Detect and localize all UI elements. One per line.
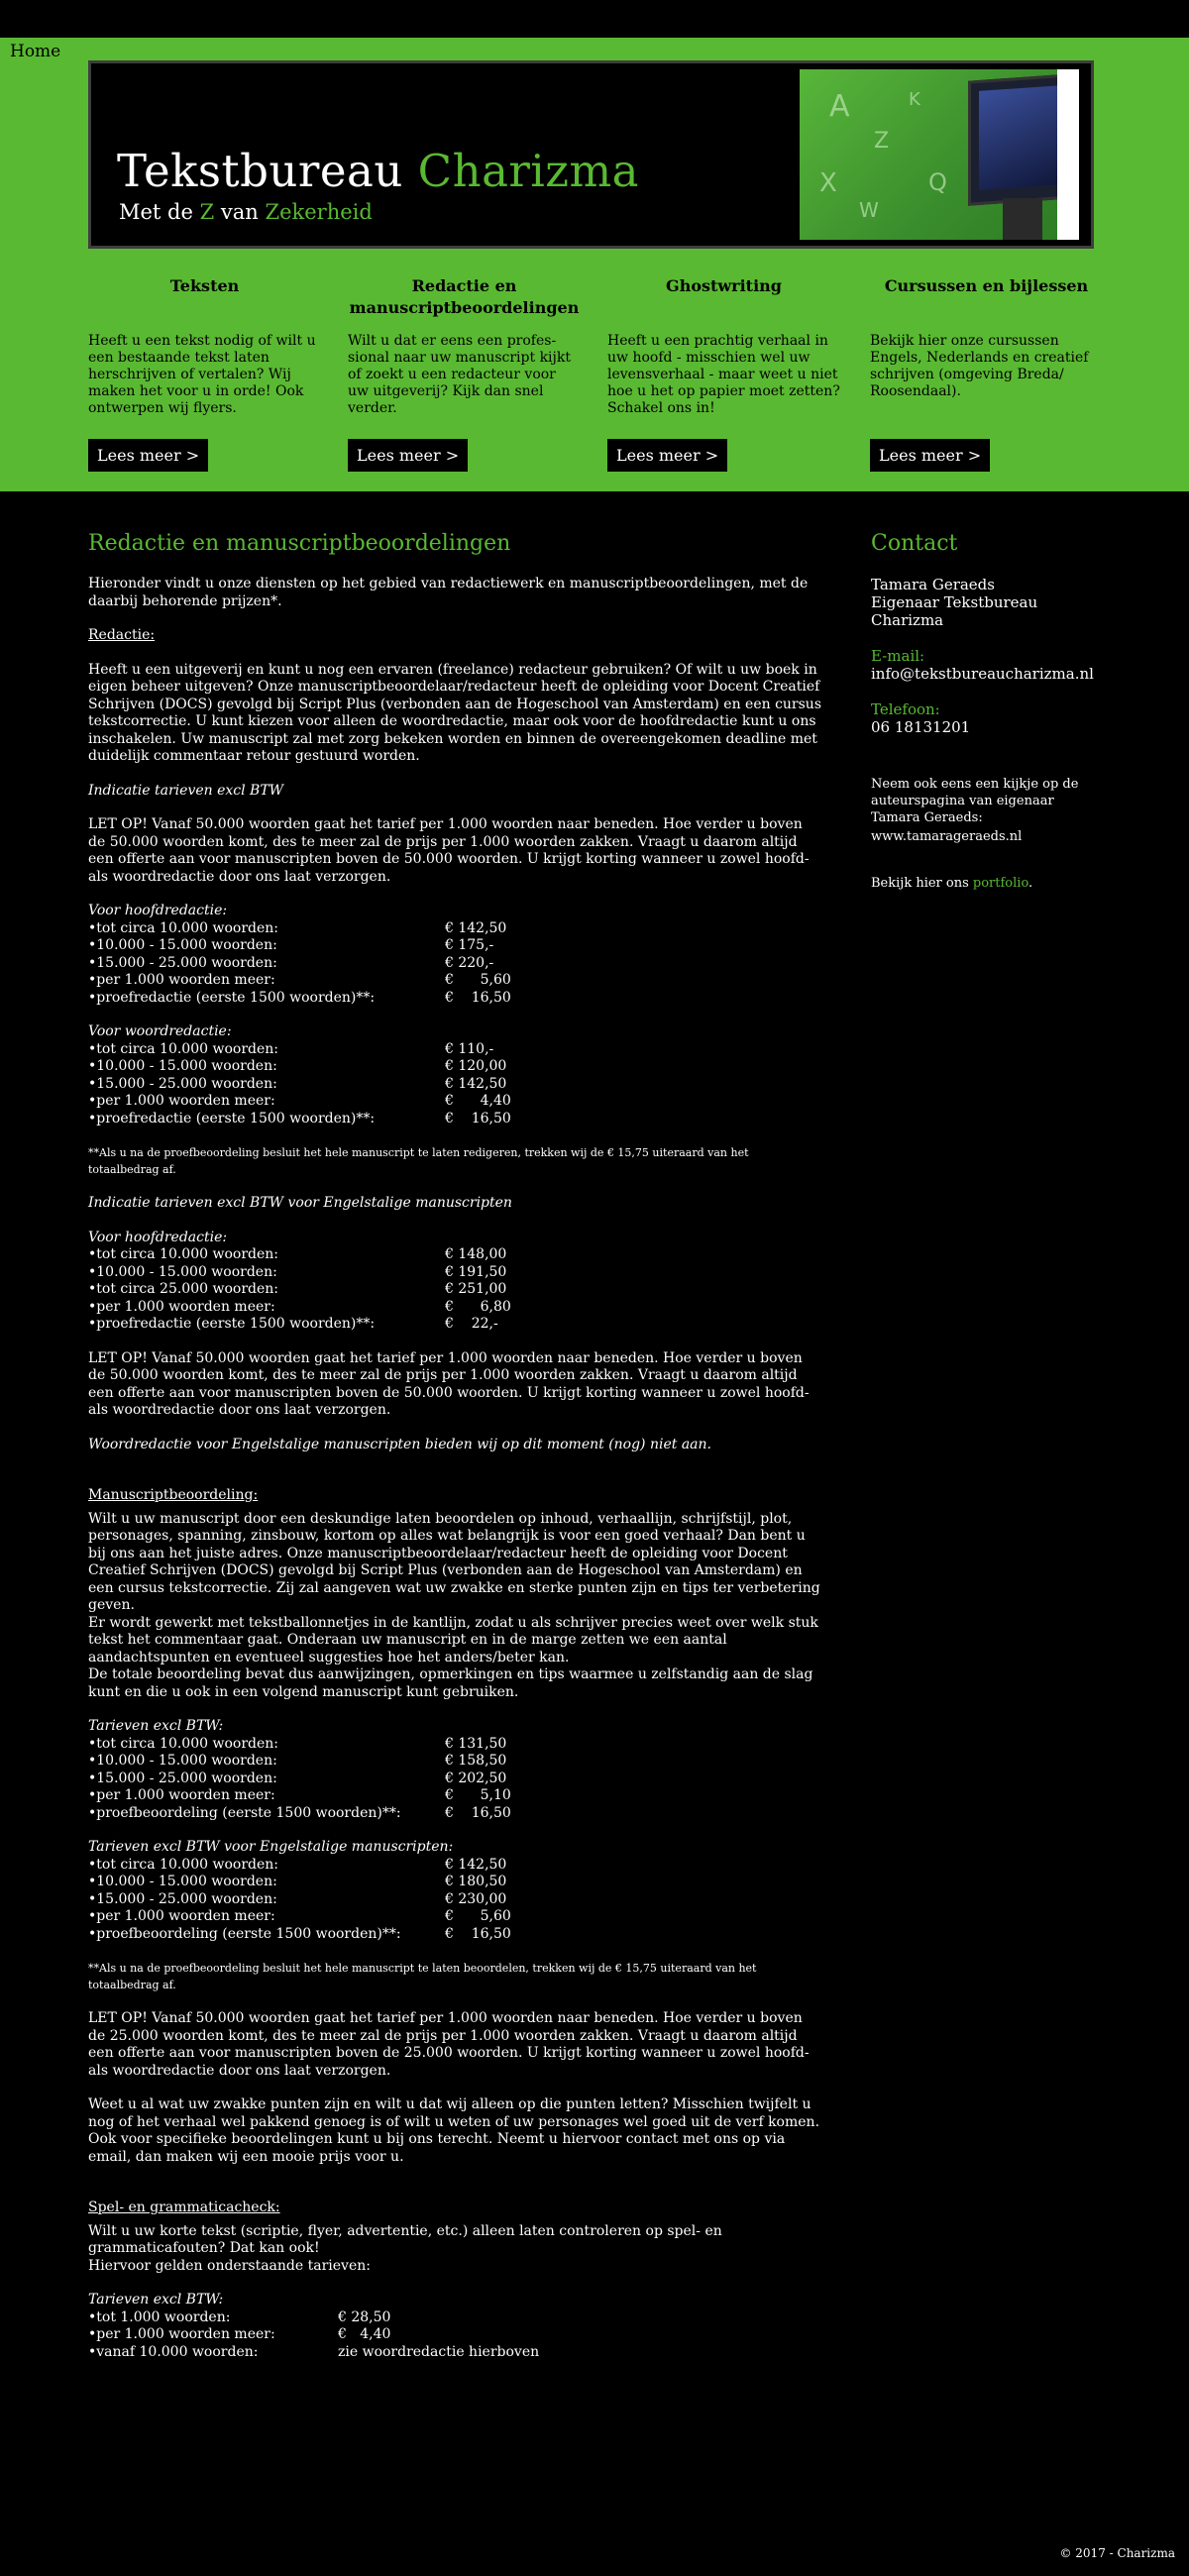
zwakke-punten-text: Weet u al wat uw zwakke punten zijn en wilt u dat wij alleen op die punten letten? Misschien twijfelt u nog of het verhaal wel pakkend genoeg is of wilt u weten of uw personages wel goed uit de verf komen. Ook voor specifieke beoordelingen kunt u bij ons terecht. Neemt u hiervoor contact met ons op via email, dan maken wij een mooie prijs voor u.	[88, 2096, 820, 2165]
rate-row	[88, 1857, 821, 1875]
rate-label: •per 1.000 woorden meer:	[88, 2326, 275, 2342]
rate-list-mb-en	[88, 1857, 821, 1944]
rate-price: € 142,50	[445, 919, 507, 936]
rate-price: € 175,-	[445, 937, 494, 953]
spel-tarieven-title: Tarieven excl BTW:	[88, 2292, 224, 2308]
rate-price: € 202,50	[445, 1770, 507, 1786]
contact-heading: Contact	[871, 531, 958, 556]
top-bar	[0, 0, 1189, 38]
contact-role: Charizma	[871, 611, 944, 629]
rate-row	[88, 1111, 821, 1128]
rate-row	[88, 955, 821, 973]
service-col-teksten	[88, 275, 321, 465]
letop-text: LET OP! Vanaf 50.000 woorden gaat het tarief per 1.000 woorden naar beneden. Hoe verder u boven de 25.000 woorden komt, des te meer zal de prijs per 1.000 woorden zakken. Vraagt u daarom altijd een offerte aan voor manuscripten boven de 25.000 woorden. U krijgt korting wanneer u zowel hoofd- als woordredactie door ons laat verzorgen.	[88, 2010, 810, 2079]
email-link[interactable]: info@tekstbureaucharizma.nl	[871, 665, 1094, 683]
service-text: Wilt u dat er eens een profes-sional naar uw manuscript kijkt of zoekt u een redacteur voor uw uitgeverij? Kijk dan snel verder.	[348, 333, 571, 416]
contact-role: Eigenaar Tekstbureau	[871, 593, 1038, 611]
service-col-cursussen	[870, 275, 1103, 465]
rate-row	[88, 972, 821, 990]
rate-row	[88, 1736, 821, 1754]
main-content	[88, 530, 821, 2361]
rate-label: •15.000 - 25.000 woorden:	[88, 1890, 277, 1907]
rate-row	[88, 990, 821, 1008]
rate-label: •proefbeoordeling (eerste 1500 woorden)**:	[88, 1925, 401, 1942]
mb-text: Wilt u uw manuscript door een deskundige laten beoordelen op inhoud, verhaallijn, schrijfstijl, plot, personages, spanning, zinsbouw, kortom op alles wat belangrijk is voor een goed verhaal? Dan bent u bij ons aan het juiste adres. Onze manuscriptbeoordelaar/redacteur heeft de opleiding voor Docent Creatief Schrijven (DOCS) gevolgd bij Script Plus (verbonden aan de Hogeschool van Amsterdam) en een cursus tekstcorrectie. Zij zal aangeven wat uw zwakke en sterke punten zijn en tips ter verbetering geven.	[88, 1510, 820, 1613]
rate-row	[88, 1093, 821, 1111]
rate-label: •per 1.000 woorden meer:	[88, 1298, 275, 1315]
service-col-redactie	[348, 275, 581, 465]
rate-label: •tot circa 10.000 woorden:	[88, 1856, 278, 1873]
section-title-spelcheck: Spel- en grammaticacheck:	[88, 2200, 280, 2215]
rate-label: •tot circa 10.000 woorden:	[88, 1040, 278, 1057]
rate-label: •proefbeoordeling (eerste 1500 woorden)**:	[88, 1804, 401, 1821]
home-link[interactable]: Home	[10, 42, 61, 61]
rate-price: € 16,50	[445, 1804, 511, 1821]
read-more-button[interactable]: Lees meer >	[870, 439, 990, 472]
rate-label: •per 1.000 woorden meer:	[88, 972, 275, 988]
rate-label: •15.000 - 25.000 woorden:	[88, 954, 277, 971]
service-text: Heeft u een prachtig verhaal in uw hoofd - misschien wel uw levensverhaal - maar weet u niet hoe u het op papier moet zetten? Schakel ons in!	[607, 333, 840, 416]
spel-text: Hiervoor gelden onderstaande tarieven:	[88, 2257, 371, 2274]
rate-row	[88, 1874, 821, 1891]
rate-label: •tot 1.000 woorden:	[88, 2308, 231, 2325]
rate-row	[88, 1264, 821, 1282]
intro-text: Hieronder vindt u onze diensten op het gebied van redactiewerk en manuscriptbeoordelingen, met de daarbij behorende prijzen*.	[88, 576, 809, 609]
rate-row	[88, 1299, 821, 1317]
rate-price: € 28,50	[338, 2308, 391, 2325]
rate-row	[88, 1926, 821, 1944]
phone-number: 06 18131201	[871, 718, 971, 736]
footer-copyright: © 2017 - Charizma	[1059, 2546, 1175, 2560]
rate-price: € 191,50	[445, 1263, 507, 1280]
phone-label: Telefoon:	[871, 700, 940, 718]
woordredactie-en-note: Woordredactie voor Engelstalige manuscripten bieden wij op dit moment (nog) niet aan.	[88, 1436, 711, 1452]
rate-label: •10.000 - 15.000 woorden:	[88, 1263, 277, 1280]
service-title: Cursussen en bijlessen	[884, 276, 1089, 295]
rate-row	[88, 1805, 821, 1823]
rate-label: •tot circa 25.000 woorden:	[88, 1281, 278, 1297]
rate-price: zie woordredactie hierboven	[338, 2343, 540, 2360]
email-label: E-mail:	[871, 647, 925, 665]
rate-label: •10.000 - 15.000 woorden:	[88, 1058, 277, 1074]
rate-row	[88, 1753, 821, 1771]
rate-price: € 251,00	[445, 1281, 507, 1297]
rate-row	[88, 1771, 821, 1788]
rate-row	[88, 1316, 821, 1334]
rate-price: € 22,-	[445, 1316, 498, 1332]
service-col-ghostwriting	[607, 275, 840, 465]
site-tagline: Met de Z van Zekerheid	[119, 200, 373, 224]
rate-label: •10.000 - 15.000 woorden:	[88, 1874, 277, 1889]
rate-price: € 180,50	[445, 1874, 507, 1889]
rate-price: € 4,40	[445, 1093, 511, 1109]
rate-list-hoofdredactie-en	[88, 1246, 821, 1334]
service-title: Ghostwriting	[666, 276, 782, 295]
letop-text: LET OP! Vanaf 50.000 woorden gaat het tarief per 1.000 woorden naar beneden. Hoe verder u boven de 50.000 woorden komt, des te meer zal de prijs per 1.000 woorden zakken. Vraagt u daarom altijd een offerte aan voor manuscripten boven de 50.000 woorden. U krijgt korting wanneer u zowel hoofd- als woordredactie door ons laat verzorgen.	[88, 1349, 810, 1418]
footnote: **Als u na de proefbeoordeling besluit het hele manuscript te laten beoordelen, trekken wij de € 15,75 uiteraard van het totaalbedrag af.	[88, 1962, 757, 1991]
section-title-manuscriptbeoordeling: Manuscriptbeoordeling:	[88, 1487, 259, 1503]
rate-label: •proefredactie (eerste 1500 woorden)**:	[88, 1110, 376, 1127]
rate-price: € 5,10	[445, 1787, 511, 1803]
hoofdredactie-en-title: Voor hoofdredactie:	[88, 1229, 228, 1245]
rate-price: € 230,00	[445, 1890, 507, 1907]
rate-row	[88, 1787, 821, 1805]
contact-sidebar	[871, 530, 1099, 892]
author-link[interactable]: www.tamarageraeds.nl	[871, 829, 1023, 844]
rate-row	[88, 2344, 821, 2362]
rate-row	[88, 1908, 821, 1926]
portfolio-link[interactable]: portfolio	[972, 876, 1029, 891]
rate-price: € 142,50	[445, 1075, 507, 1092]
read-more-button[interactable]: Lees meer >	[88, 439, 208, 472]
indicatie-en-title: Indicatie tarieven excl BTW voor Engelstalige manuscripten	[88, 1195, 512, 1211]
rate-row	[88, 920, 821, 938]
rate-price: € 158,50	[445, 1753, 507, 1769]
service-title: Teksten	[169, 276, 240, 295]
rate-price: € 4,40	[338, 2326, 391, 2342]
section-title-redactie: Redactie:	[88, 627, 156, 643]
rate-list-mb	[88, 1736, 821, 1823]
read-more-button[interactable]: Lees meer >	[348, 439, 468, 472]
rate-row	[88, 937, 821, 955]
letop-text: LET OP! Vanaf 50.000 woorden gaat het tarief per 1.000 woorden naar beneden. Hoe verder u boven de 50.000 woorden komt, des te meer zal de prijs per 1.000 woorden zakken. Vraagt u daarom altijd een offerte aan voor manuscripten boven de 50.000 woorden. U krijgt korting wanneer u zowel hoofd- als woordredactie door ons laat verzorgen.	[88, 816, 810, 885]
mb-text: Er wordt gewerkt met tekstballonnetjes in de kantlijn, zodat u als schrijver precies weet over welk stuk tekst het commentaar gaat. Onderaan uw manuscript en in de marge zetten we een aantal aandachtspunten en eventueel suggesties hoe het anders/beter kan.	[88, 1614, 818, 1665]
rate-row	[88, 1281, 821, 1299]
header-computer-image: A Z X K W Q	[800, 69, 1079, 240]
site-header	[88, 60, 1094, 249]
rate-list-hoofdredactie	[88, 920, 821, 1008]
rate-label: •per 1.000 woorden meer:	[88, 1787, 275, 1803]
rate-label: •vanaf 10.000 woorden:	[88, 2343, 259, 2360]
service-text: Bekijk hier onze cursussen Engels, Nederlands en creatief schrijven (omgeving Breda/ Roosendaal).	[870, 333, 1089, 399]
rate-price: € 16,50	[445, 1110, 511, 1127]
rate-row	[88, 1076, 821, 1094]
rate-label: •10.000 - 15.000 woorden:	[88, 1753, 277, 1769]
rate-price: € 16,50	[445, 1925, 511, 1942]
mb-tarieven-en-title: Tarieven excl BTW voor Engelstalige manuscripten:	[88, 1839, 454, 1855]
rate-label: •15.000 - 25.000 woorden:	[88, 1075, 277, 1092]
rate-list-spel	[88, 2309, 821, 2362]
contact-name: Tamara Geraeds	[871, 576, 995, 593]
footnote: **Als u na de proefbeoordeling besluit het hele manuscript te laten redigeren, trekken wij de € 15,75 uiteraard van het totaalbedrag af.	[88, 1146, 749, 1176]
rate-price: € 131,50	[445, 1735, 507, 1752]
read-more-button[interactable]: Lees meer >	[607, 439, 727, 472]
rate-label: •tot circa 10.000 woorden:	[88, 1735, 278, 1752]
service-title: Redactie en manuscriptbeoordelingen	[349, 276, 580, 317]
rate-row	[88, 2309, 821, 2327]
rate-list-woordredactie	[88, 1041, 821, 1128]
rate-row	[88, 1058, 821, 1076]
mb-tarieven-title: Tarieven excl BTW:	[88, 1718, 224, 1734]
rate-row	[88, 1246, 821, 1264]
mb-text: De totale beoordeling bevat dus aanwijzingen, opmerkingen en tips waarmee u zelfstandig aan de slag kunt en die u ook in een volgend manuscript kunt gebruiken.	[88, 1666, 813, 1700]
rate-price: € 220,-	[445, 954, 494, 971]
rate-label: •10.000 - 15.000 woorden:	[88, 937, 277, 953]
rate-label: •15.000 - 25.000 woorden:	[88, 1770, 277, 1786]
rate-label: •tot circa 10.000 woorden:	[88, 919, 278, 936]
spel-text: Wilt u uw korte tekst (scriptie, flyer, advertentie, etc.) alleen laten controleren op spel- en grammaticafouten? Dat kan ook!	[88, 2222, 722, 2256]
service-text: Heeft u een tekst nodig of wilt u een bestaande tekst laten herschrijven of vertalen? Wij maken het voor u in orde! Ook ontwerpen wij flyers.	[88, 333, 316, 416]
portfolio-line: Bekijk hier ons portfolio.	[871, 876, 1033, 891]
woordredactie-title: Voor woordredactie:	[88, 1023, 232, 1039]
rate-label: •proefredactie (eerste 1500 woorden)**:	[88, 989, 376, 1006]
rate-price: € 6,80	[445, 1298, 511, 1315]
rate-label: •tot circa 10.000 woorden:	[88, 1246, 278, 1262]
rate-row	[88, 1891, 821, 1909]
indicatie-title: Indicatie tarieven excl BTW	[88, 782, 284, 799]
rate-label: •proefredactie (eerste 1500 woorden)**:	[88, 1316, 376, 1332]
author-text: Neem ook eens een kijkje op de auteurspagina van eigenaar Tamara Geraeds:	[871, 777, 1079, 825]
rate-label: •per 1.000 woorden meer:	[88, 1908, 275, 1924]
rate-price: € 5,60	[445, 1908, 511, 1924]
rate-price: € 5,60	[445, 972, 511, 988]
rate-price: € 110,-	[445, 1040, 494, 1057]
rate-row	[88, 1041, 821, 1059]
rate-row	[88, 2326, 821, 2344]
page-title: Redactie en manuscriptbeoordelingen	[88, 531, 511, 556]
rate-label: •per 1.000 woorden meer:	[88, 1093, 275, 1109]
rate-price: € 120,00	[445, 1058, 507, 1074]
redactie-text: Heeft u een uitgeverij en kunt u nog een ervaren (freelance) redacteur gebruiken? Of wilt u uw boek in eigen beheer uitgeven? Onze manuscriptbeoordelaar/redacteur heeft de opleiding voor Docent Creatief Schrijven (DOCS) gevolgd bij Script Plus (verbonden aan de Hogeschool van Amsterdam) en een cursus tekstcorrectie. U kunt kiezen voor alleen de woordredactie, maar ook voor de hoofdredactie kunt u ons inschakelen. Uw manuscript zal met zorg bekeken worden en binnen de overeengekomen deadline met duidelijk commentaar retour gestuurd worden.	[88, 661, 822, 764]
rate-price: € 142,50	[445, 1856, 507, 1873]
hoofdredactie-title: Voor hoofdredactie:	[88, 903, 228, 918]
rate-price: € 16,50	[445, 989, 511, 1006]
site-title: Tekstbureau Charizma	[117, 145, 640, 197]
rate-price: € 148,00	[445, 1246, 507, 1262]
